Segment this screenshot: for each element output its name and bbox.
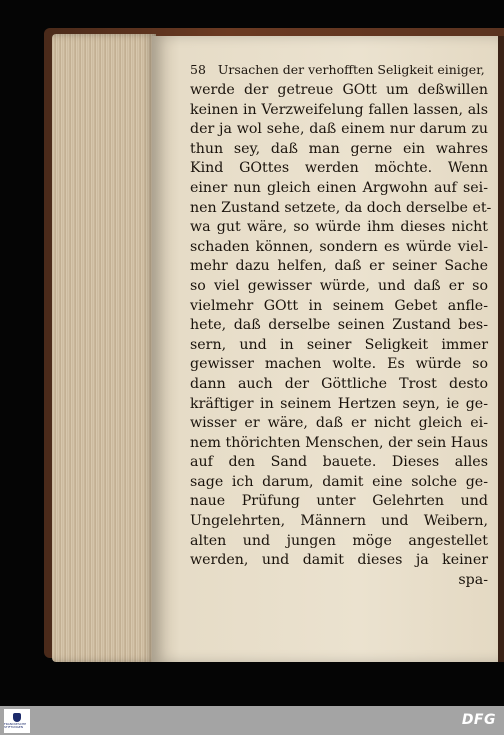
text-line: thun sey, daß man gerne ein wahres <box>190 140 488 157</box>
body-text <box>190 81 492 590</box>
text-line: kräftiger in seinem Hertzen seyn, ie ge- <box>190 395 488 412</box>
text-line: der ja wol sehe, daß einem nur darum zu <box>190 121 488 138</box>
running-title: Ursachen der verhofften Seligkeit einiger, <box>217 62 485 77</box>
text-line: wa gut wäre, so würde ihm dieses nicht <box>190 219 488 236</box>
text-line: so viel gewisser würde, und daß er so <box>190 277 488 294</box>
text-line: gewisser machen wolte. Es würde so <box>190 356 488 373</box>
text-line: spa- <box>458 571 488 588</box>
text-line: vielmehr GOtt in seinem Gebet anfle- <box>190 297 488 314</box>
emblem-icon <box>13 713 21 722</box>
text-line: einer nun gleich einen Argwohn auf sei- <box>190 179 488 196</box>
book-page <box>152 36 498 662</box>
text-line: auf den Sand bauete. Dieses alles <box>190 454 488 471</box>
text-line: werden, und damit dieses ja keiner <box>190 552 488 569</box>
text-line: hete, daß derselbe seinen Zustand bes- <box>190 317 488 334</box>
text-line: keinen in Verzweifelung fallen lassen, als <box>190 101 488 118</box>
footer-bar <box>0 706 504 735</box>
text-line: sern, und in seiner Seligkeit immer <box>190 336 488 353</box>
text-line: nen Zustand setzete, da doch derselbe et- <box>190 199 492 216</box>
text-line: werde der getreue GOtt um deßwillen <box>190 82 488 98</box>
page-header <box>190 62 490 77</box>
logo-label: FRANCKESCHE STIFTUNGEN <box>4 722 27 729</box>
text-line: wisser er wäre, daß er nicht gleich ei- <box>190 415 488 432</box>
franckesche-stiftungen-logo <box>4 709 30 733</box>
dfg-logo: DFG <box>461 712 496 728</box>
right-binding-edge <box>498 36 504 662</box>
text-line: schaden können, sondern es würde viel- <box>190 238 488 255</box>
text-line: naue Prüfung unter Gelehrten und <box>190 493 488 510</box>
text-line: mehr dazu helfen, daß er seiner Sache <box>190 258 488 275</box>
text-line: Ungelehrten, Männern und Weibern, <box>190 513 488 530</box>
text-line: Kind GOttes werden möchte. Wenn <box>190 160 488 177</box>
page-number: 58 <box>190 62 206 77</box>
text-line: alten und jungen möge angestellet <box>190 532 488 549</box>
page-edges <box>52 34 156 662</box>
text-line: nem thörichten Menschen, der sein Haus <box>190 434 488 451</box>
text-line: sage ich darum, damit eine solche ge- <box>190 473 488 490</box>
text-line: dann auch der Göttliche Trost desto <box>190 375 488 392</box>
